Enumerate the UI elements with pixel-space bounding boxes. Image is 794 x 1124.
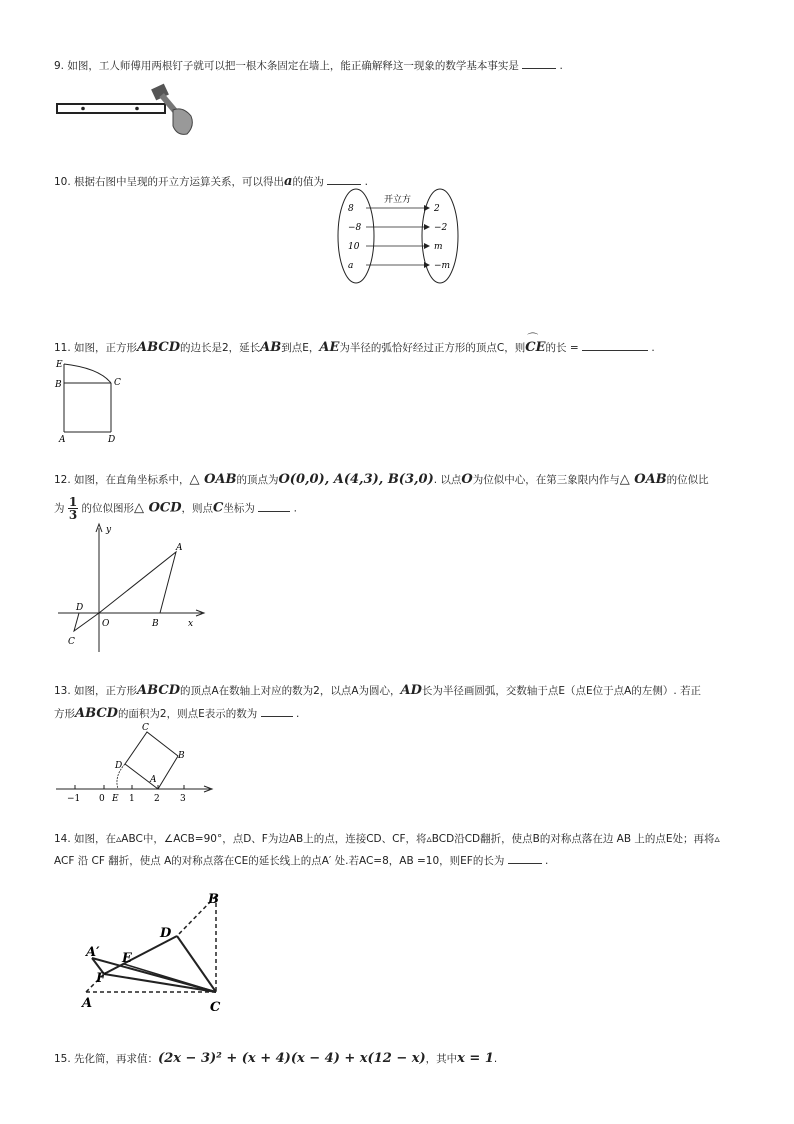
svg-text:D: D bbox=[76, 603, 84, 613]
question-14-line2: ACF 沿 CF 翻折，使点 A的对称点落在CE的延长线上的点A′ 处.若AC=8，AB =10，则EF的长为 . bbox=[54, 855, 549, 867]
svg-text:C: C bbox=[68, 637, 75, 647]
question-12-line1: 12. 如图，在直角坐标系中，△ OAB的顶点为O(0,0), A(4,3), B(3,0). 以点O为位似中心，在第三象限内作与△ OAB的位似比 bbox=[54, 472, 709, 487]
svg-text:x: x bbox=[188, 619, 194, 629]
answer-blank[interactable] bbox=[508, 853, 542, 864]
answer-blank[interactable] bbox=[261, 706, 293, 717]
mapping-input: a bbox=[348, 261, 354, 271]
svg-text:B: B bbox=[208, 892, 219, 907]
question-13-line2: 方形ABCD的面积为2，则点E表示的数为 . bbox=[54, 706, 300, 721]
number-line-tick-label: E bbox=[112, 794, 119, 804]
svg-text:O: O bbox=[102, 619, 110, 629]
coordinate-homothety-figure bbox=[54, 522, 204, 657]
svg-text:A: A bbox=[150, 775, 157, 785]
question-9: 9. 如图，工人师傅用两根钉子就可以把一根木条固定在墙上，能正确解释这一现象的数学基本事实是 . bbox=[54, 60, 563, 72]
number-line-tick-label: 1 bbox=[129, 794, 135, 804]
svg-text:E: E bbox=[56, 360, 63, 370]
square-arc-figure bbox=[54, 356, 144, 446]
svg-text:D: D bbox=[115, 761, 123, 771]
folding-triangle-figure bbox=[78, 886, 238, 1016]
mapping-output: 2 bbox=[434, 204, 440, 214]
mapping-input: 10 bbox=[348, 242, 360, 252]
mapping-output: −m bbox=[434, 261, 451, 271]
svg-text:B: B bbox=[178, 751, 185, 761]
mapping-input: 8 bbox=[348, 204, 354, 214]
svg-text:A: A bbox=[176, 543, 183, 553]
cube-root-mapping-diagram bbox=[334, 188, 464, 288]
svg-text:C: C bbox=[114, 378, 121, 388]
mapping-output: −2 bbox=[434, 223, 448, 233]
answer-blank[interactable] bbox=[522, 58, 556, 69]
answer-blank[interactable] bbox=[582, 340, 648, 351]
svg-text:A: A bbox=[82, 996, 93, 1011]
question-10: 10. 根据右图中呈现的开立方运算关系，可以得出a的值为 . bbox=[54, 174, 369, 189]
question-15: 15. 先化简，再求值：(2x − 3)² + (x + 4)(x − 4) + x(12 − x)，其中x = 1. bbox=[54, 1051, 498, 1066]
mapping-output: m bbox=[434, 242, 443, 252]
question-14-line1: 14. 如图，在▵ABC中，∠ACB=90°，点D、F为边AB上的点，连接CD、CF，将▵BCD沿CD翻折，使点B的对称点落在边 AB 上的点E处；再将▵ bbox=[54, 833, 720, 845]
svg-text:C: C bbox=[142, 723, 149, 733]
wood-strip-figure bbox=[55, 80, 215, 140]
question-13-line1: 13. 如图，正方形ABCD的顶点A在数轴上对应的数为2，以点A为圆心，AD长为半径画圆弧，交数轴于点E（点E位于点A的左侧）. 若正 bbox=[54, 683, 702, 698]
answer-blank[interactable] bbox=[258, 501, 290, 512]
arrowhead-icon bbox=[424, 224, 430, 230]
number-line-tick-label: −1 bbox=[67, 794, 81, 804]
svg-text:y: y bbox=[106, 525, 112, 535]
arrowhead-icon bbox=[424, 243, 430, 249]
number-line-tick-label: 2 bbox=[154, 794, 160, 804]
svg-text:A′: A′ bbox=[86, 945, 100, 960]
svg-text:F: F bbox=[96, 971, 106, 986]
svg-text:D: D bbox=[160, 926, 172, 941]
question-12-line2: 为 $\frac{1}{3}$ 的位似图形△ OCD，则点C坐标为 . bbox=[54, 495, 297, 522]
answer-blank[interactable] bbox=[327, 174, 361, 185]
number-line-tick-label: 3 bbox=[180, 794, 186, 804]
svg-text:A: A bbox=[59, 435, 66, 445]
svg-text:B: B bbox=[55, 380, 62, 390]
svg-text:D: D bbox=[108, 435, 116, 445]
svg-text:C: C bbox=[210, 1000, 221, 1015]
number-line-tick-label: 0 bbox=[99, 794, 105, 804]
number-line-square-figure bbox=[54, 718, 219, 808]
fraction-one-third: $\frac{1}{3}$ bbox=[68, 495, 78, 522]
mapping-input: −8 bbox=[348, 223, 362, 233]
arrowhead-icon bbox=[424, 205, 430, 211]
svg-text:B: B bbox=[152, 619, 159, 629]
question-11: 11. 如图，正方形ABCD的边长是2，延长AB到点E，AE为半径的弧恰好经过正方形的顶点C，则⌒ CE的长 = . bbox=[54, 338, 655, 358]
svg-text:E: E bbox=[122, 951, 132, 966]
mapping-title: 开立方 bbox=[384, 195, 412, 205]
